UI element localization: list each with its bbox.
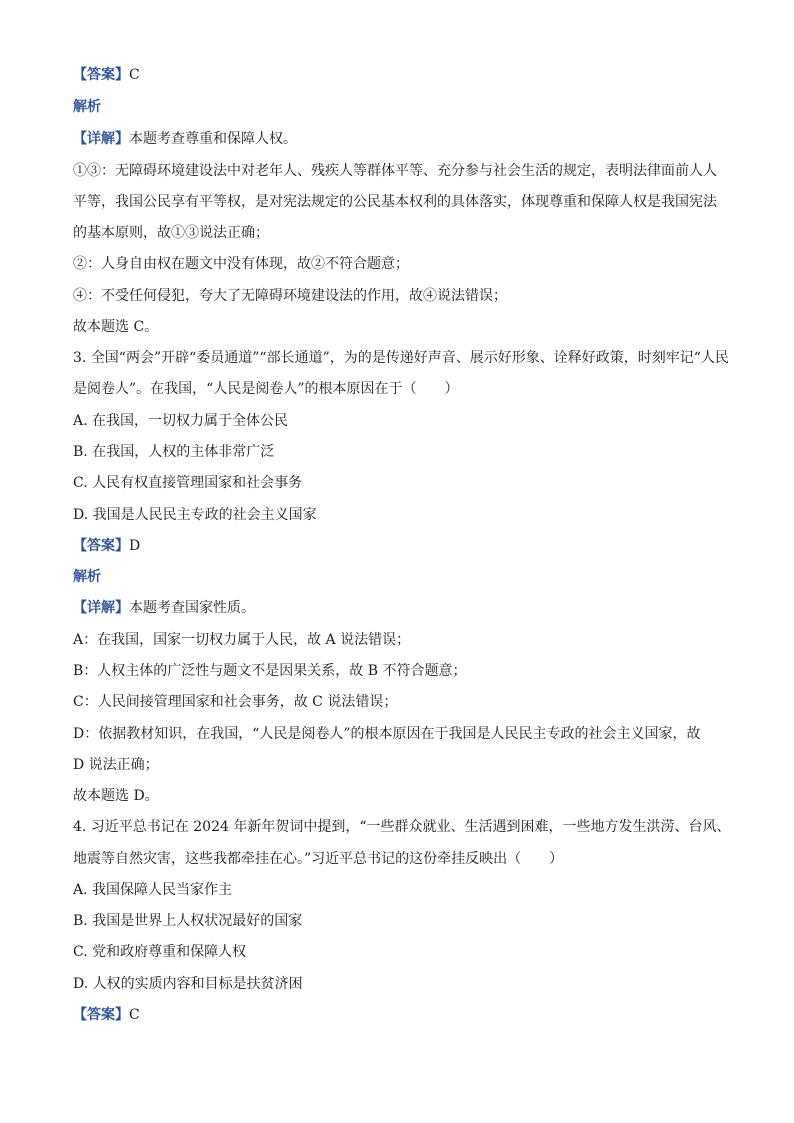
detail-text: 本题考查尊重和保障人权。 bbox=[129, 131, 297, 147]
detail-text: 本题考查国家性质。 bbox=[129, 600, 255, 616]
analysis-line: 故本题选 D。 bbox=[73, 788, 159, 804]
option-a: A. 在我国，一切权力属于全体公民 bbox=[73, 413, 289, 429]
detail-label: 【详解】 bbox=[73, 131, 129, 147]
analysis-label: 解析 bbox=[73, 569, 101, 585]
analysis-line: 平等，我国公民享有平等权，是对宪法规定的公民基本权利的具体落实，体现尊重和保障人权是我国宪法 bbox=[73, 194, 717, 210]
analysis-line: D：依据教材知识，在我国，“人民是阅卷人”的根本原因在于我国是人民民主专政的社会主义国家，故 bbox=[73, 726, 701, 742]
answer-value: C bbox=[129, 1007, 140, 1023]
detail-line bbox=[73, 598, 255, 618]
answer-value: D bbox=[129, 538, 141, 554]
answer-label: 【答案】 bbox=[73, 538, 129, 554]
analysis-line: ④：不受任何侵犯，夸大了无障碍环境建设法的作用，故④说法错误； bbox=[73, 288, 507, 304]
analysis-line: ②：人身自由权在题文中没有体现，故②不符合题意； bbox=[73, 256, 409, 272]
option-a: A. 我国保障人民当家作主 bbox=[73, 882, 233, 898]
analysis-line: 故本题选 C。 bbox=[73, 319, 159, 335]
option-b: B. 我国是世界上人权状况最好的国家 bbox=[73, 913, 303, 929]
analysis-line: C：人民间接管理国家和社会事务，故 C 说法错误； bbox=[73, 694, 398, 710]
detail-label: 【详解】 bbox=[73, 600, 129, 616]
answer-line bbox=[73, 1005, 140, 1025]
analysis-line: ①③：无障碍环境建设法中对老年人、残疾人等群体平等、充分参与社会生活的规定，表明法律面前人人 bbox=[73, 163, 717, 179]
answer-line bbox=[73, 536, 140, 556]
detail-line bbox=[73, 129, 297, 149]
option-c: C. 人民有权直接管理国家和社会事务 bbox=[73, 475, 303, 491]
analysis-line: A：在我国，国家一切权力属于人民，故 A 说法错误； bbox=[73, 632, 411, 648]
option-b: B. 在我国，人权的主体非常广泛 bbox=[73, 444, 275, 460]
question-stem: 是阅卷人”。在我国，“人民是阅卷人”的根本原因在于（ ） bbox=[73, 381, 459, 397]
option-d: D. 人权的实质内容和目标是扶贫济困 bbox=[73, 976, 303, 992]
analysis-label: 解析 bbox=[73, 99, 101, 115]
option-d: D. 我国是人民民主专政的社会主义国家 bbox=[73, 507, 317, 523]
analysis-line: 的基本原则，故①③说法正确； bbox=[73, 225, 269, 241]
analysis-line: B：人权主体的广泛性与题文不是因果关系，故 B 不符合题意； bbox=[73, 663, 467, 679]
answer-line bbox=[73, 65, 140, 85]
analysis-line: D 说法正确； bbox=[73, 757, 159, 773]
answer-label: 【答案】 bbox=[73, 67, 129, 83]
question-stem: 4. 习近平总书记在 2024 年新年贺词中提到，“一些群众就业、生活遇到困难，一些地方发生洪涝、台风、 bbox=[73, 819, 731, 835]
question-stem: 3. 全国“两会”开辟“委员通道”“部长通道”，为的是传递好声音、展示好形象、诠释好政策，时刻牢记“人民 bbox=[73, 350, 729, 366]
question-stem: 地震等自然灾害，这些我都牵挂在心。”习近平总书记的这份牵挂反映出（ ） bbox=[73, 851, 564, 867]
option-c: C. 党和政府尊重和保障人权 bbox=[73, 944, 247, 960]
answer-value: C bbox=[129, 67, 140, 83]
answer-label: 【答案】 bbox=[73, 1007, 129, 1023]
